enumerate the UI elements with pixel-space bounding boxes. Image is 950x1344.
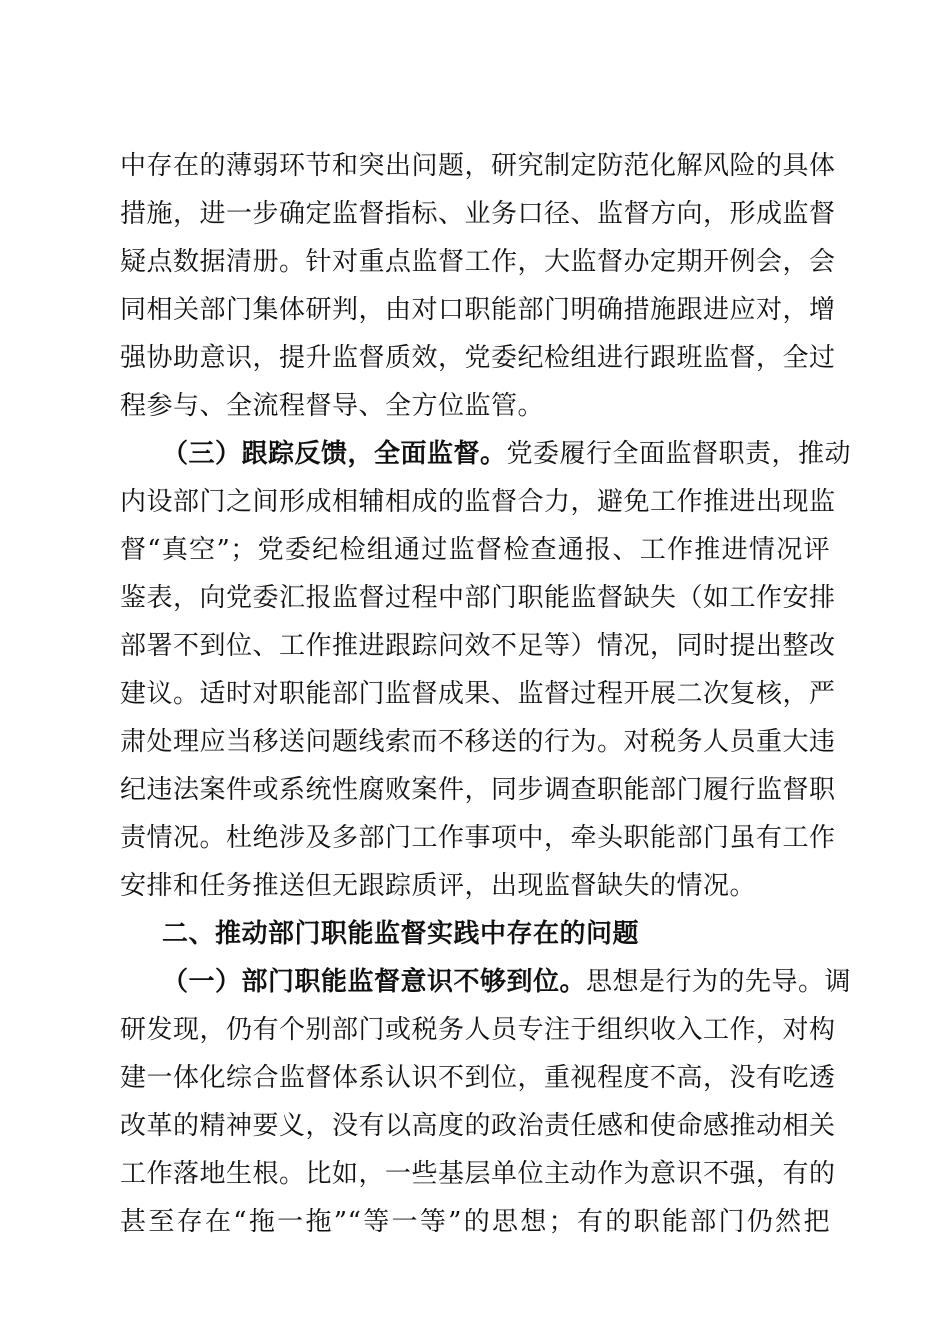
text-line: 疑点数据清册。针对重点监督工作，大监督办定期开例会，会 — [120, 247, 836, 277]
text-run: 思想是行为的先导。调 — [586, 967, 852, 997]
text-line: 工作落地生根。比如，一些基层单位主动作为意识不强，有的 — [120, 1159, 836, 1189]
text-line: 程参与、全流程督导、全方位监管。 — [120, 391, 545, 421]
subsection-lead-3: （三）跟踪反馈，全面监督。 — [162, 439, 507, 469]
text-line: 纪违法案件或系统性腐败案件，同步调查职能部门履行监督职 — [120, 775, 836, 805]
section-heading-2 — [120, 910, 830, 958]
text-line: 内设部门之间形成相辅相成的监督合力，避免工作推进出现监 — [120, 487, 836, 517]
text-line: 建议。适时对职能部门监督成果、监督过程开展二次复核，严 — [120, 679, 836, 709]
text-line: 改革的精神要义，没有以高度的政治责任感和使命感推动相关 — [120, 1111, 836, 1141]
text-line: 中存在的薄弱环节和突出问题，研究制定防范化解风险的具体 — [120, 151, 836, 181]
text-line: 研发现，仍有个别部门或税务人员专注于组织收入工作，对构 — [120, 1015, 836, 1045]
text-line — [120, 430, 852, 478]
paragraph-section-2-1 — [120, 958, 852, 1246]
text-run: 党委履行全面监督职责，推动 — [506, 439, 852, 469]
text-line: 安排和任务推送但无跟踪质评，出现监督缺失的情况。 — [120, 871, 757, 901]
text-line: 甚至存在“拖一拖”“等一等”的思想；有的职能部门仍然把 — [120, 1207, 830, 1237]
text-line: 鉴表，向党委汇报监督过程中部门职能监督缺失（如工作安排 — [120, 583, 836, 613]
text-line: 强协助意识，提升监督质效，党委纪检组进行跟班监督，全过 — [120, 343, 836, 373]
text-line: 建一体化综合监督体系认识不到位，重视程度不高，没有吃透 — [120, 1063, 836, 1093]
document-body — [120, 142, 852, 1246]
text-line: 责情况。杜绝涉及多部门工作事项中，牵头职能部门虽有工作 — [120, 823, 836, 853]
text-line: 肃处理应当移送问题线索而不移送的行为。对税务人员重大违 — [120, 727, 836, 757]
section-heading: 二、推动部门职能监督实践中存在的问题 — [162, 919, 640, 949]
text-line: 部署不到位、工作推进跟踪问效不足等）情况，同时提出整改 — [120, 631, 836, 661]
subsection-lead-1: （一）部门职能监督意识不够到位。 — [162, 967, 587, 997]
paragraph-continuation — [120, 142, 836, 430]
text-line: 督“真空”；党委纪检组通过监督检查通报、工作推进情况评 — [120, 535, 830, 565]
text-line: 措施，进一步确定监督指标、业务口径、监督方向，形成监督 — [120, 199, 836, 229]
text-line — [120, 958, 852, 1006]
text-line: 同相关部门集体研判，由对口职能部门明确措施跟进应对，增 — [120, 295, 836, 325]
paragraph-section-3 — [120, 430, 852, 910]
